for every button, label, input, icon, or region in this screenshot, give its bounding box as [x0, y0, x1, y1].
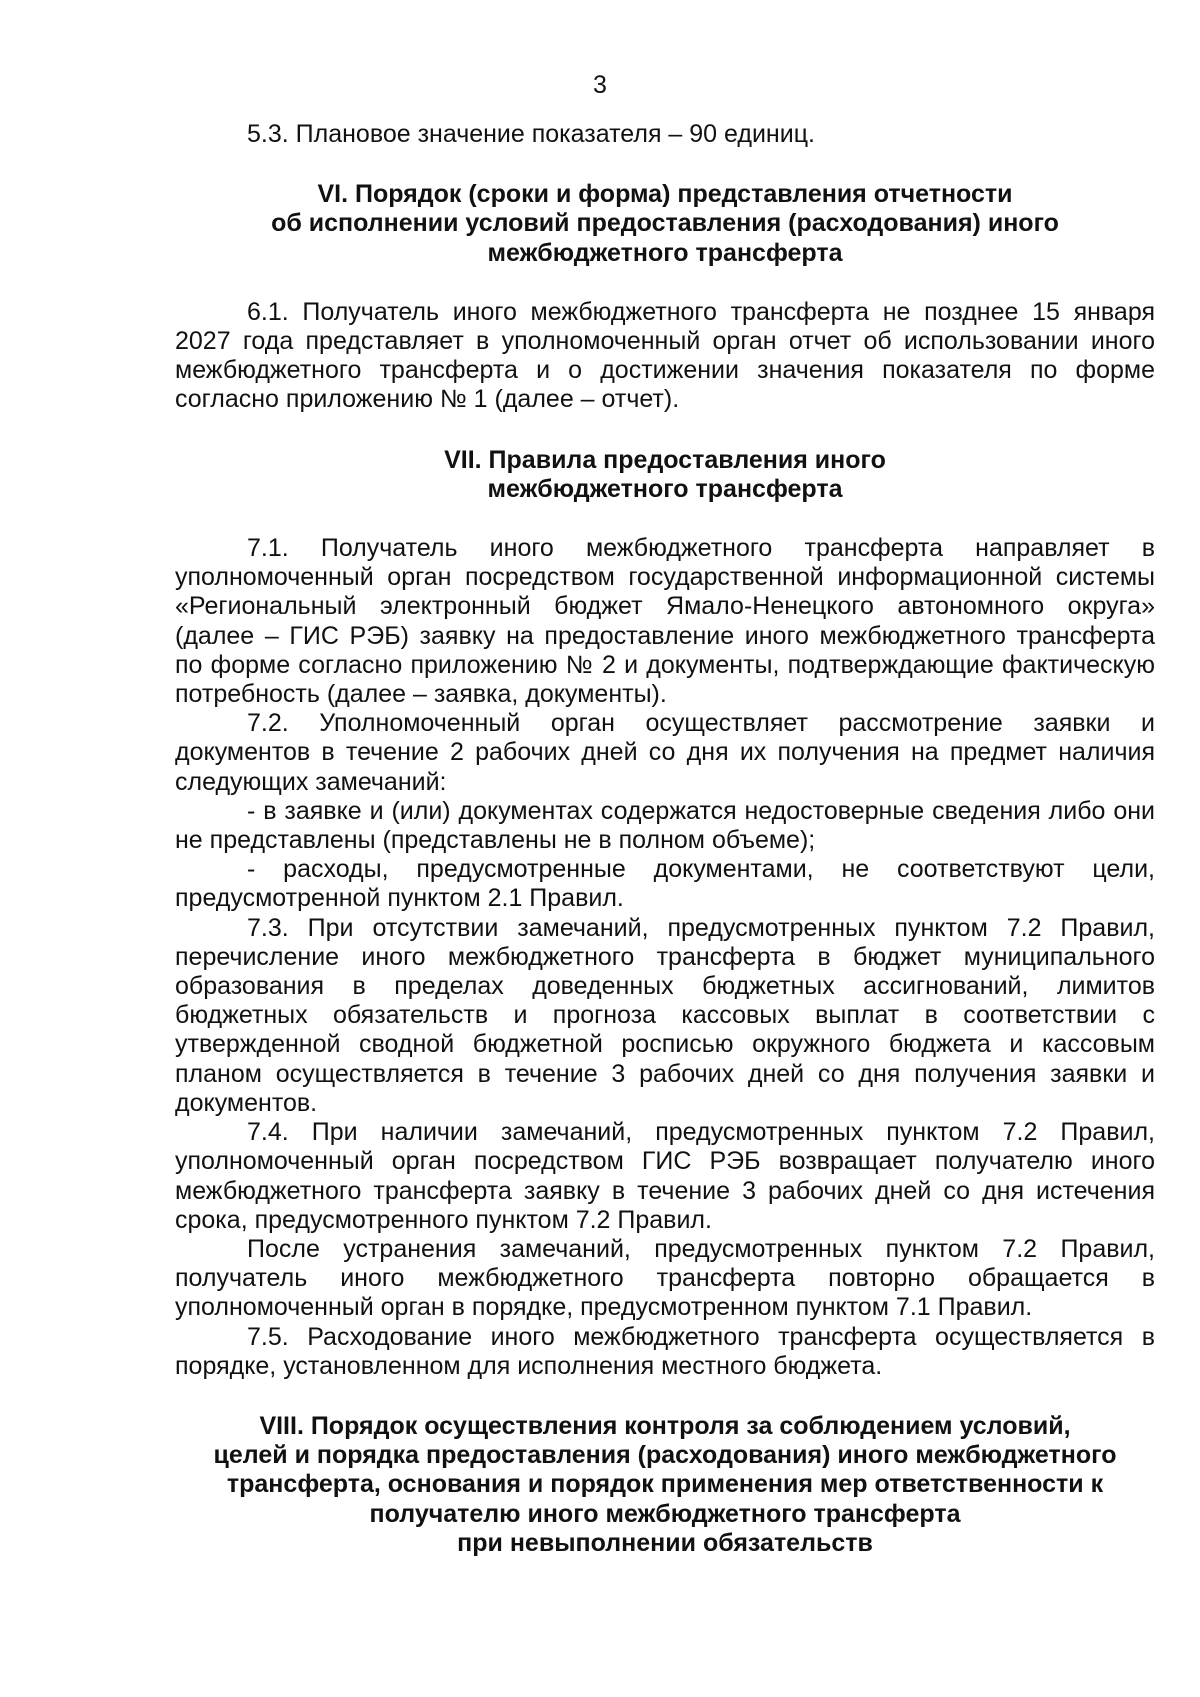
document-body: [175, 120, 1155, 1558]
heading-line: межбюджетного трансферта: [487, 474, 843, 503]
paragraph-7-5: 7.5. Расходование иного межбюджетного трансферта осуществляется в порядке, установленном для исполнения местного бюджета.: [175, 1322, 1155, 1380]
heading-line: VII. Правила предоставления иного: [444, 445, 886, 474]
heading-line: при невыполнении обязательств: [457, 1528, 873, 1557]
heading-line: целей и порядка предоставления (расходования) иного межбюджетного: [213, 1441, 1117, 1470]
heading-line: трансферта, основания и порядок применения мер ответственности к: [226, 1470, 1104, 1499]
paragraph-7-2-item-a: - в заявке и (или) документах содержатся недостоверные сведения либо они не представлены (представлены не в полном объеме);: [175, 796, 1155, 855]
heading-line: получателю иного межбюджетного трансферта: [369, 1499, 961, 1528]
paragraph-5-3: 5.3. Плановое значение показателя – 90 единиц.: [247, 120, 815, 148]
section-7-heading: [175, 446, 1155, 504]
heading-line: об исполнении условий предоставления (расходования) иного: [271, 209, 1059, 238]
heading-line: VIII. Порядок осуществления контроля за соблюдением условий,: [259, 1411, 1071, 1440]
paragraph-7-2: 7.2. Уполномоченный орган осуществляет рассмотрение заявки и документов в течение 2 рабочих дней со дня их получения на предмет наличия следующих замечаний:: [175, 709, 1155, 796]
paragraph-7-4-continuation: После устранения замечаний, предусмотренных пунктом 7.2 Правил, получатель иного межбюджетного трансферта повторно обращается в уполномоченный орган в порядке, предусмотренном пунктом 7.1 Правил.: [175, 1234, 1155, 1322]
page-number: 3: [593, 71, 607, 99]
section-8-heading: [175, 1412, 1155, 1558]
paragraph-6-1: 6.1. Получатель иного межбюджетного трансферта не позднее 15 января 2027 года представляет в уполномоченный орган отчет об использовании иного межбюджетного трансферта и о достижении значения показателя по форме согласно приложению № 1 (далее – отчет).: [175, 297, 1155, 414]
paragraph-7-1: 7.1. Получатель иного межбюджетного трансферта направляет в уполномоченный орган посредством государственной информационной системы «Региональный электронный бюджет Ямало-Ненецкого автономного округа» (далее – ГИС РЭБ) заявку на предоставление иного межбюджетного трансферта по форме согласно приложению № 2 и документы, подтверждающие фактическую потребность (далее – заявка, документы).: [175, 534, 1155, 709]
section-6-heading: [175, 180, 1155, 268]
heading-line: межбюджетного трансферта: [487, 238, 843, 267]
paragraph-7-2-item-b: - расходы, предусмотренные документами, не соответствуют цели, предусмотренной пунктом 2.1 Правил.: [175, 855, 1155, 913]
paragraph-7-3: 7.3. При отсутствии замечаний, предусмотренных пунктом 7.2 Правил, перечисление иного межбюджетного трансферта в бюджет муниципального образования в пределах доведенных бюджетных ассигнований, лимитов бюджетных обязательств и прогноза кассовых выплат в соответствии с утвержденной сводной бюджетной росписью окружного бюджета и кассовым планом осуществляется в течение 3 рабочих дней со дня получения заявки и документов.: [175, 913, 1155, 1117]
heading-line: VI. Порядок (сроки и форма) представления отчетности: [317, 180, 1013, 209]
paragraph-7-4: 7.4. При наличии замечаний, предусмотренных пунктом 7.2 Правил, уполномоченный орган посредством ГИС РЭБ возвращает получателю иного межбюджетного трансферта заявку в течение 3 рабочих дней со дня истечения срока, предусмотренного пунктом 7.2 Правил.: [175, 1118, 1155, 1234]
